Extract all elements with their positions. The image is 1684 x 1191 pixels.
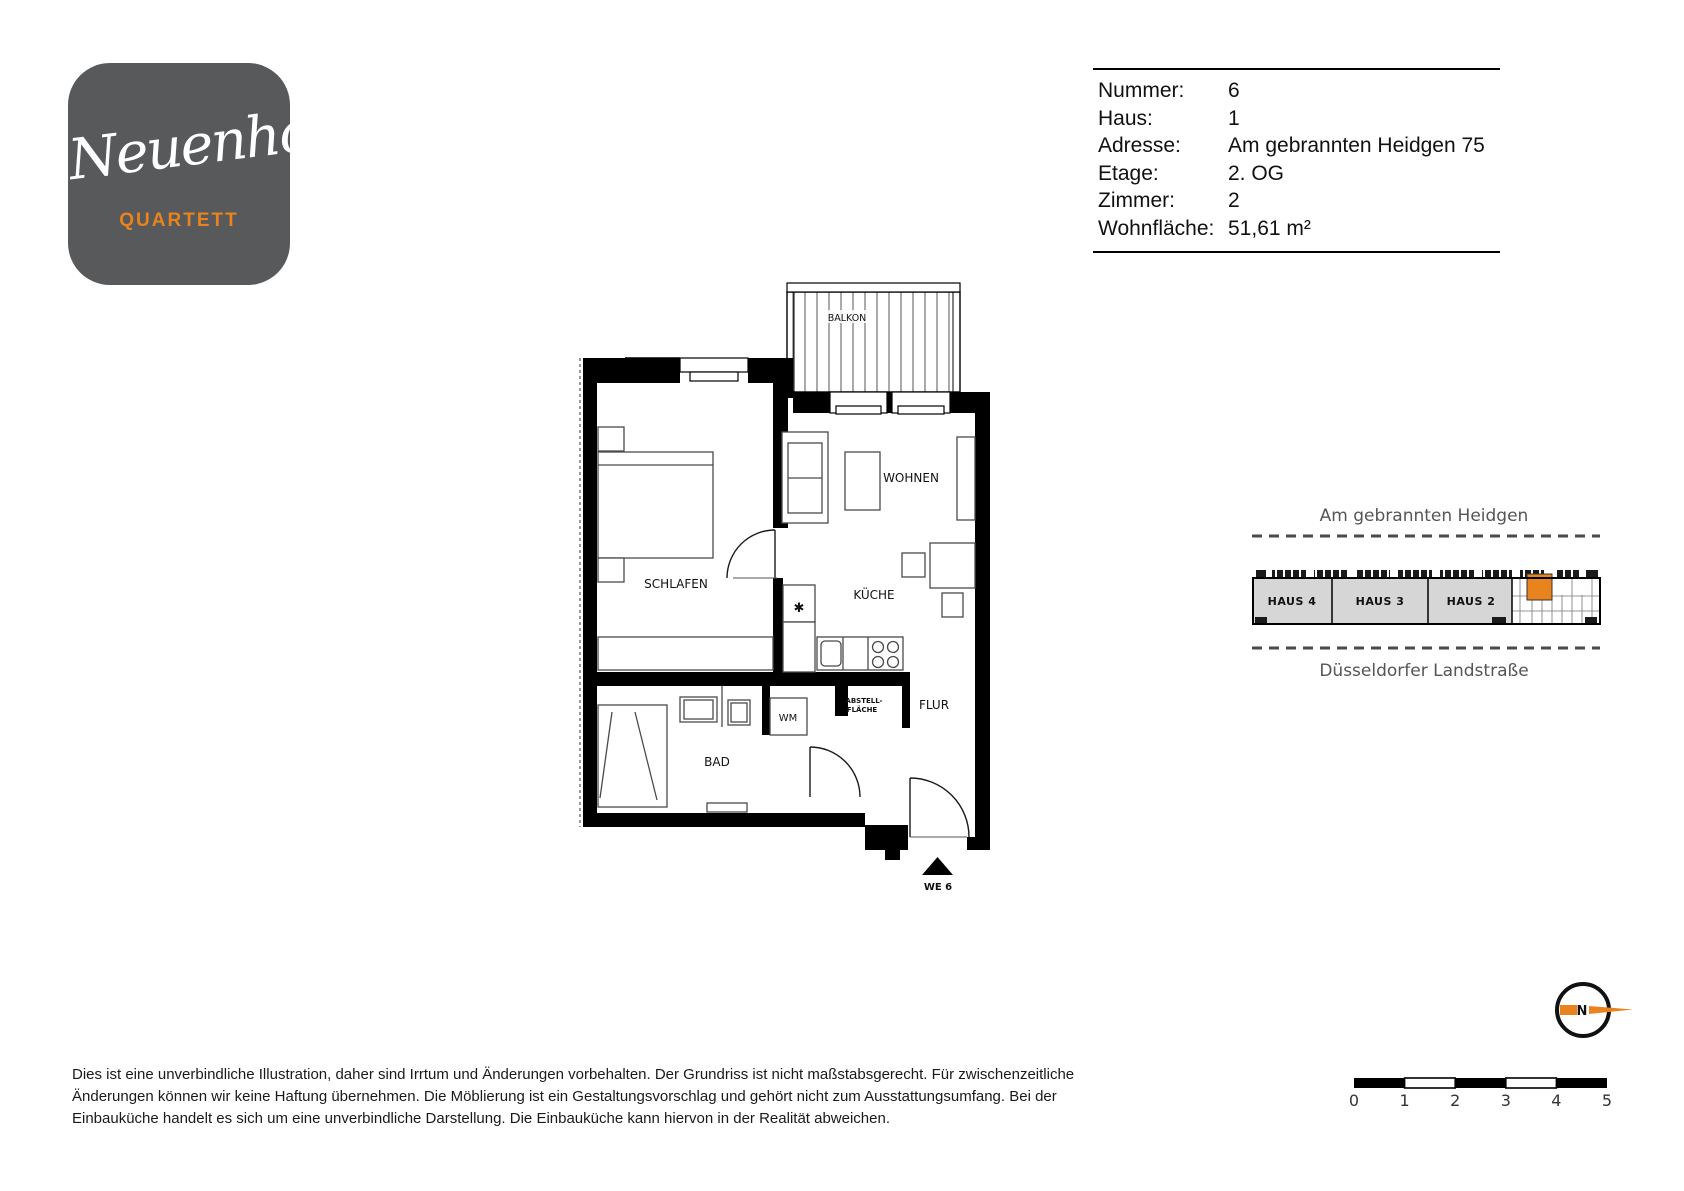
haus4-label: HAUS 4 bbox=[1267, 595, 1317, 608]
haus2-label: HAUS 2 bbox=[1446, 595, 1496, 608]
info-value: 2 bbox=[1228, 189, 1240, 212]
coffee-table bbox=[845, 452, 880, 510]
info-value: Am gebrannten Heidgen 75 bbox=[1228, 134, 1485, 157]
brand-logo bbox=[64, 63, 333, 285]
info-row-zimmer bbox=[1093, 187, 1500, 215]
info-row-wohnflaeche bbox=[1093, 215, 1500, 243]
site-building bbox=[1253, 574, 1600, 624]
scale-bar bbox=[1340, 1070, 1630, 1115]
tall-cabinet bbox=[783, 622, 815, 672]
nightstand bbox=[598, 427, 624, 451]
brand-subtitle: QUARTETT bbox=[119, 210, 239, 231]
scale-tick-5: 5 bbox=[1601, 1091, 1613, 1110]
info-label: Etage: bbox=[1098, 161, 1159, 185]
disclaimer-text bbox=[72, 1064, 1142, 1130]
info-label: Zimmer: bbox=[1098, 189, 1175, 212]
info-label: Adresse: bbox=[1098, 134, 1181, 157]
street-top-label: Am gebrannten Heidgen bbox=[1319, 506, 1529, 526]
info-value: 51,61 m² bbox=[1228, 216, 1311, 240]
dining-table bbox=[930, 543, 975, 588]
info-row-etage bbox=[1093, 160, 1500, 188]
info-label: Wohnfläche: bbox=[1098, 216, 1215, 240]
info-row-adresse bbox=[1093, 132, 1500, 160]
radiator bbox=[707, 803, 747, 812]
balkon-label: BALKON bbox=[827, 313, 867, 324]
schlafen-door-arc bbox=[727, 530, 775, 578]
dishwasher-symbol: ✱ bbox=[793, 601, 805, 616]
flur-label: FLUR bbox=[918, 698, 950, 712]
info-value: 6 bbox=[1228, 79, 1240, 102]
wohnen-label: WOHNEN bbox=[883, 471, 939, 485]
we6-label: WE 6 bbox=[923, 882, 953, 893]
schlafen-label: SCHLAFEN bbox=[644, 577, 708, 591]
scale-tick-3: 3 bbox=[1500, 1091, 1511, 1110]
brand-script-text: Neuenhof bbox=[64, 96, 333, 194]
shower bbox=[598, 705, 667, 807]
disclaimer-line-3: Einbauküche handelt es sich um eine unverbindliche Darstellung. Die Einbauküche kann hiervon in der Realität abweichen. bbox=[72, 1110, 891, 1127]
nightstand bbox=[598, 558, 624, 582]
balcony bbox=[787, 283, 960, 392]
kueche-label: KÜCHE bbox=[853, 588, 895, 602]
wm-label: WM bbox=[778, 713, 798, 724]
compass-needle-east bbox=[1589, 1006, 1633, 1014]
info-value: 2. OG bbox=[1228, 161, 1285, 185]
chair bbox=[902, 553, 925, 577]
compass-north-label: N bbox=[1576, 1004, 1588, 1019]
abstell-label-2: FLÄCHE bbox=[846, 706, 878, 714]
siteplan bbox=[1240, 465, 1620, 690]
compass-needle-west bbox=[1560, 1005, 1577, 1015]
bad-door-arc bbox=[810, 747, 860, 797]
compass bbox=[1545, 975, 1645, 1050]
scale-tick-1: 1 bbox=[1399, 1091, 1410, 1110]
info-value: 1 bbox=[1228, 106, 1240, 130]
apartment-info-table bbox=[1093, 68, 1500, 253]
floorplan bbox=[540, 250, 1000, 910]
bad-label: BAD bbox=[704, 755, 730, 769]
bad-furniture bbox=[598, 686, 807, 812]
entrance-door-arc bbox=[910, 778, 969, 837]
scale-tick-4: 4 bbox=[1551, 1091, 1562, 1110]
shelf bbox=[957, 437, 975, 520]
scale-tick-0: 0 bbox=[1348, 1091, 1360, 1110]
schlafen-window bbox=[680, 358, 748, 372]
chair bbox=[942, 593, 963, 617]
info-label: Haus: bbox=[1098, 106, 1153, 130]
sideboard bbox=[598, 637, 773, 670]
disclaimer-line-1: Dies ist eine unverbindliche Illustration, daher sind Irrtum und Änderungen vorbehalten. Der Grundriss ist nicht maßstabsgerecht. Für zwischenzeitliche bbox=[72, 1066, 1075, 1083]
info-label: Nummer: bbox=[1098, 79, 1185, 102]
scale-tick-2: 2 bbox=[1450, 1091, 1461, 1110]
abstell-label-1: ABSTELL- bbox=[845, 697, 883, 705]
haus3-label: HAUS 3 bbox=[1355, 595, 1405, 608]
bed bbox=[598, 452, 713, 558]
washbasin bbox=[680, 697, 717, 722]
schlafen-furniture bbox=[598, 427, 773, 670]
info-row-nummer bbox=[1093, 77, 1500, 105]
disclaimer-line-2: Änderungen können wir keine Haftung übernehmen. Die Möblierung ist ein Gestaltungsvorschlag und gehört nicht zum Ausstattungsumfang. Bei der bbox=[72, 1088, 1057, 1105]
entrance-triangle-icon bbox=[922, 857, 953, 875]
info-row-haus bbox=[1093, 105, 1500, 133]
street-bottom-label: Düsseldorfer Landstraße bbox=[1319, 661, 1529, 681]
